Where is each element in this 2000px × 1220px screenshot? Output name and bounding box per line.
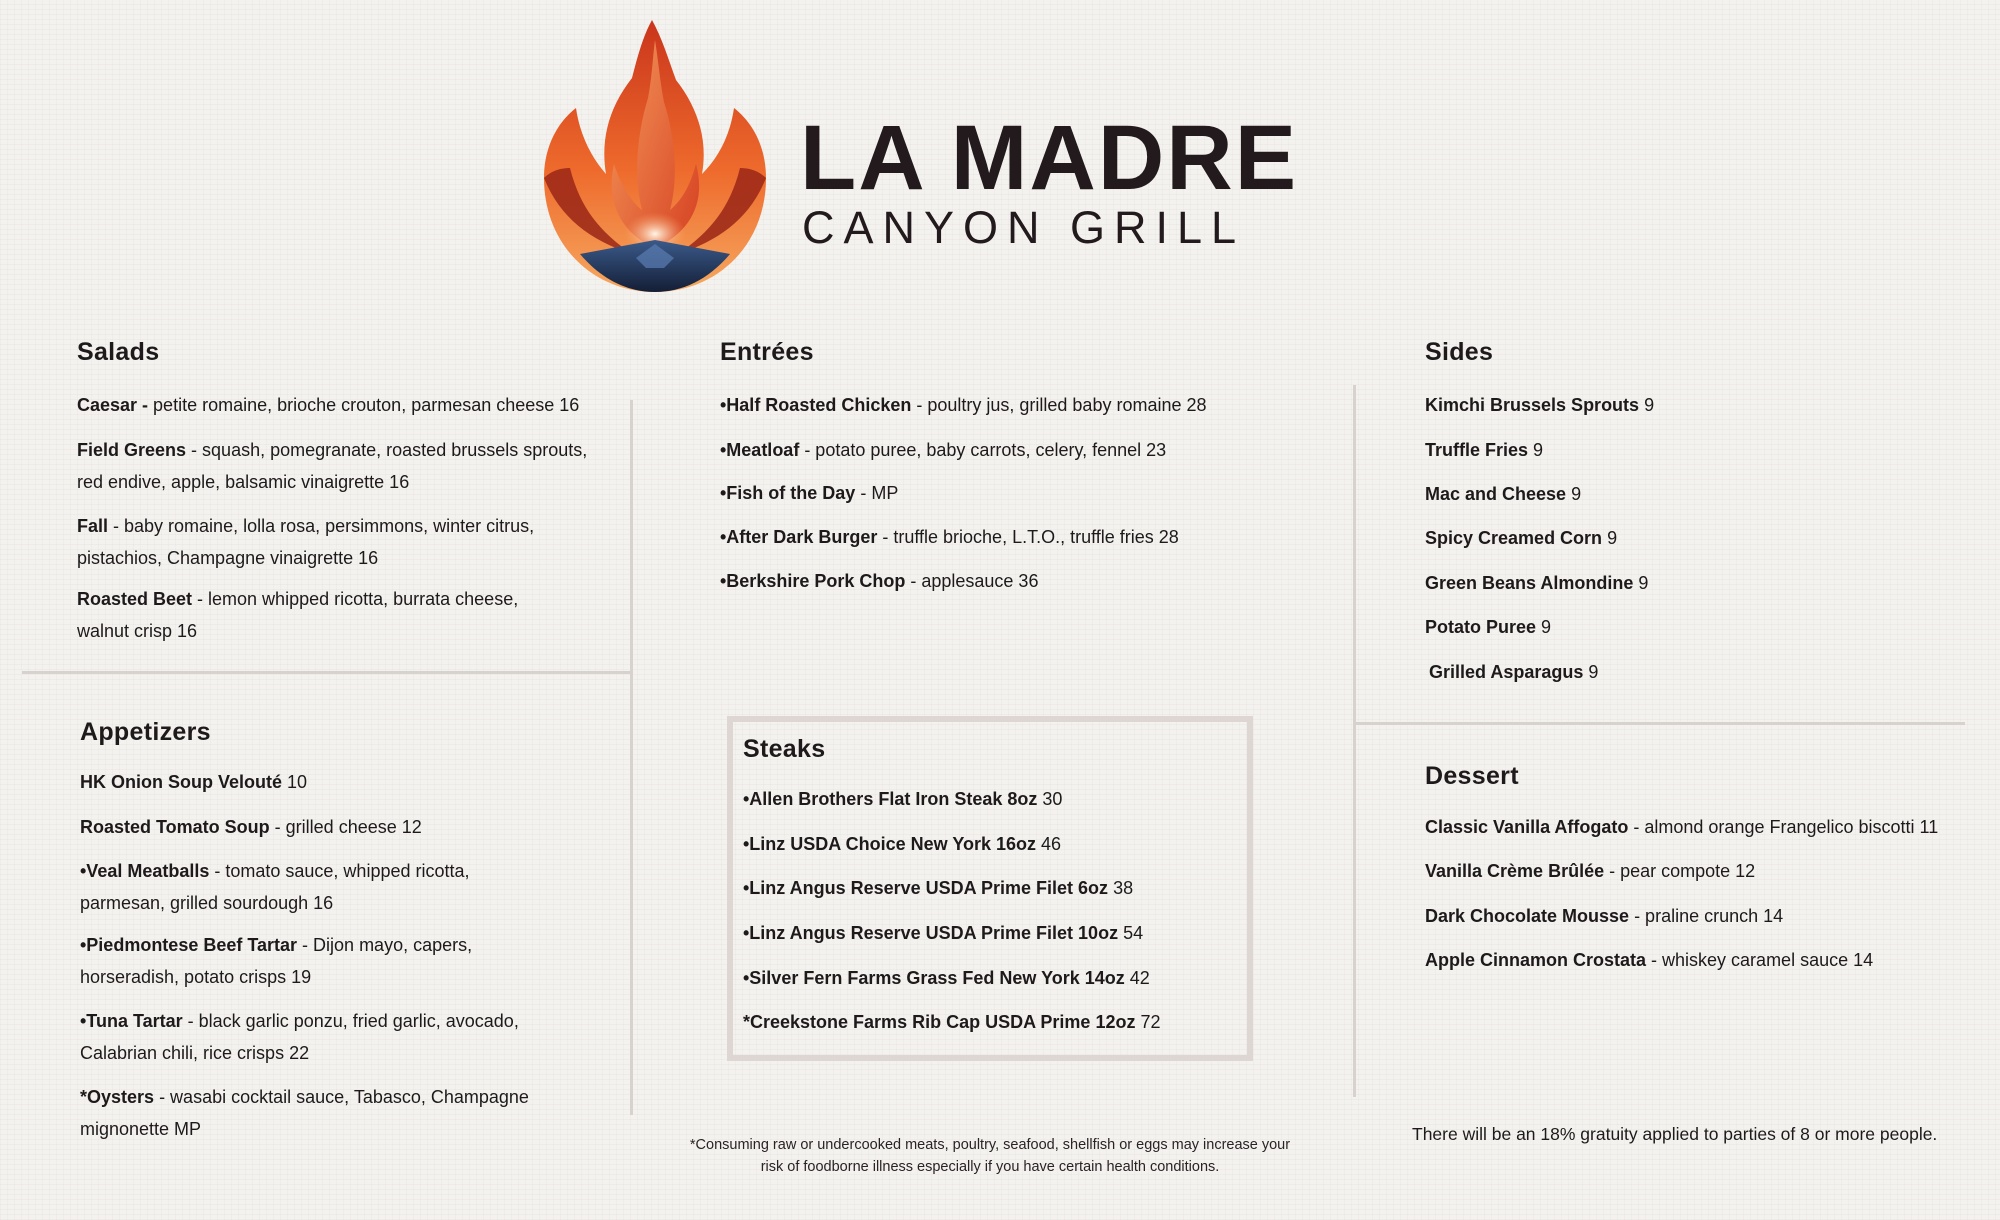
menu-item (743, 783, 1062, 815)
item-name: Truffle Fries (1425, 440, 1529, 460)
item-desc: 9 (1566, 484, 1582, 504)
menu-item (1425, 434, 1543, 466)
logo (540, 18, 770, 292)
menu-item (1429, 656, 1598, 688)
item-desc: 42 (1124, 968, 1150, 988)
menu-item (1425, 611, 1551, 643)
menu-item (80, 811, 422, 843)
item-desc: walnut crisp 16 (77, 621, 198, 641)
menu-item (80, 1081, 529, 1145)
menu-item (77, 583, 518, 647)
item-desc: - poultry jus, grilled baby romaine 28 (911, 395, 1207, 415)
item-name: •Piedmontese Beef Tartar (80, 935, 298, 955)
item-desc: 30 (1037, 789, 1063, 809)
item-name: •After Dark Burger (720, 527, 878, 547)
sides-title: Sides (1425, 338, 1494, 366)
item-name: •Berkshire Pork Chop (720, 571, 906, 591)
menu-item (720, 521, 1179, 553)
entrees-title: Entrées (720, 338, 814, 366)
item-desc: parmesan, grilled sourdough 16 (80, 893, 334, 913)
menu-item (1425, 944, 1873, 976)
menu-item (77, 389, 579, 421)
item-desc: 9 (1583, 662, 1599, 682)
item-desc: 9 (1536, 617, 1552, 637)
menu-item (743, 872, 1133, 904)
menu-item (80, 1005, 519, 1069)
item-desc: red endive, apple, balsamic vinaigrette 16 (77, 472, 410, 492)
item-desc: - almond orange Frangelico biscotti 11 (1628, 817, 1939, 837)
menu-item (720, 434, 1166, 466)
menu-item (743, 917, 1143, 949)
dessert-title: Dessert (1425, 762, 1519, 790)
item-name: Apple Cinnamon Crostata (1425, 950, 1647, 970)
item-name: •Fish of the Day (720, 483, 856, 503)
item-desc: - Dijon mayo, capers, (297, 935, 473, 955)
item-name: Classic Vanilla Affogato (1425, 817, 1629, 837)
item-desc: - baby romaine, lolla rosa, persimmons, winter citrus, (108, 516, 535, 536)
item-desc: mignonette MP (80, 1119, 202, 1139)
divider-salads-appetizers (22, 671, 630, 674)
menu-item (1425, 811, 1938, 843)
item-desc: 54 (1118, 923, 1144, 943)
menu-item (1425, 855, 1755, 887)
item-desc: - grilled cheese 12 (269, 817, 422, 837)
item-name: Mac and Cheese (1425, 484, 1567, 504)
item-name: Spicy Creamed Corn (1425, 528, 1603, 548)
menu-item (80, 855, 470, 919)
item-desc: 9 (1602, 528, 1618, 548)
item-name: •Half Roasted Chicken (720, 395, 912, 415)
menu-item (743, 828, 1061, 860)
item-name: Roasted Tomato Soup (80, 817, 270, 837)
item-desc: - black garlic ponzu, fried garlic, avocado, (182, 1011, 519, 1031)
divider-left (630, 400, 633, 1115)
steaks-title: Steaks (743, 735, 826, 763)
menu-item (743, 1006, 1161, 1038)
item-desc: pistachios, Champagne vinaigrette 16 (77, 548, 379, 568)
item-desc: - MP (855, 483, 899, 503)
item-name: •Linz USDA Choice New York 16oz (743, 834, 1037, 854)
disclaimer-line: risk of foodborne illness especially if you have certain health conditions. (760, 1159, 1220, 1175)
item-name: Potato Puree (1425, 617, 1537, 637)
item-name: •Allen Brothers Flat Iron Steak 8oz (743, 789, 1038, 809)
divider-sides-dessert (1353, 722, 1965, 725)
item-desc: Calabrian chili, rice crisps 22 (80, 1043, 310, 1063)
menu-item (743, 962, 1150, 994)
item-desc: 9 (1639, 395, 1655, 415)
item-desc: 9 (1528, 440, 1544, 460)
item-name: •Linz Angus Reserve USDA Prime Filet 6oz (743, 878, 1109, 898)
item-name: Green Beans Almondine (1425, 573, 1634, 593)
brand-subtitle: CANYON GRILL (802, 202, 1246, 253)
item-desc: 72 (1135, 1012, 1161, 1032)
item-desc: - pear compote 12 (1604, 861, 1756, 881)
brand-name: LA MADRE (800, 107, 1299, 209)
item-desc: 38 (1108, 878, 1134, 898)
menu-item (77, 510, 534, 574)
salads-title: Salads (77, 338, 160, 366)
menu-item (1425, 567, 1648, 599)
disclaimer-line: *Consuming raw or undercooked meats, poultry, seafood, shellfish or eggs may increase your (689, 1137, 1291, 1153)
item-desc: - squash, pomegranate, roasted brussels sprouts, (186, 440, 588, 460)
item-desc: - potato puree, baby carrots, celery, fennel 23 (799, 440, 1167, 460)
item-desc: 46 (1036, 834, 1062, 854)
menu-item (77, 434, 587, 498)
item-name: Roasted Beet (77, 589, 193, 609)
menu-item (1425, 522, 1617, 554)
item-desc: - praline crunch 14 (1629, 906, 1784, 926)
menu-item (720, 477, 898, 509)
menu-item (1425, 900, 1783, 932)
menu-item (1425, 389, 1654, 421)
item-desc: horseradish, potato crisps 19 (80, 967, 312, 987)
menu-item (80, 766, 307, 798)
menu-item (720, 389, 1207, 421)
item-name: HK Onion Soup Velouté (80, 772, 282, 792)
item-name: •Tuna Tartar (80, 1011, 183, 1031)
menu-item (720, 565, 1038, 597)
item-name: •Linz Angus Reserve USDA Prime Filet 10oz (743, 923, 1119, 943)
item-desc: petite romaine, brioche crouton, parmesan cheese 16 (148, 395, 580, 415)
item-name: Caesar - (77, 395, 149, 415)
item-desc: 9 (1633, 573, 1649, 593)
food-safety-disclaimer (640, 1134, 1340, 1178)
item-desc: 10 (282, 772, 308, 792)
flame-canyon-icon (540, 18, 770, 292)
menu-item (1425, 478, 1581, 510)
item-name: Fall (77, 516, 109, 536)
item-desc: - applesauce 36 (905, 571, 1039, 591)
item-name: *Creekstone Farms Rib Cap USDA Prime 12oz (743, 1012, 1136, 1032)
item-desc: - tomato sauce, whipped ricotta, (209, 861, 470, 881)
item-name: Dark Chocolate Mousse (1425, 906, 1630, 926)
item-desc: - whiskey caramel sauce 14 (1646, 950, 1874, 970)
item-name: •Meatloaf (720, 440, 800, 460)
item-name: Grilled Asparagus (1429, 662, 1584, 682)
appetizers-title: Appetizers (80, 718, 211, 746)
item-name: Field Greens (77, 440, 187, 460)
item-name: Kimchi Brussels Sprouts (1425, 395, 1640, 415)
item-name: *Oysters (80, 1087, 155, 1107)
item-name: •Veal Meatballs (80, 861, 210, 881)
divider-right (1353, 385, 1356, 1097)
gratuity-note: There will be an 18% gratuity applied to parties of 8 or more people. (1412, 1124, 1938, 1144)
item-desc: - lemon whipped ricotta, burrata cheese, (192, 589, 519, 609)
item-name: •Silver Fern Farms Grass Fed New York 14oz (743, 968, 1125, 988)
item-desc: - wasabi cocktail sauce, Tabasco, Champagne (154, 1087, 529, 1107)
item-desc: - truffle brioche, L.T.O., truffle fries 28 (877, 527, 1179, 547)
menu-item (80, 929, 472, 993)
item-name: Vanilla Crème Brûlée (1425, 861, 1605, 881)
